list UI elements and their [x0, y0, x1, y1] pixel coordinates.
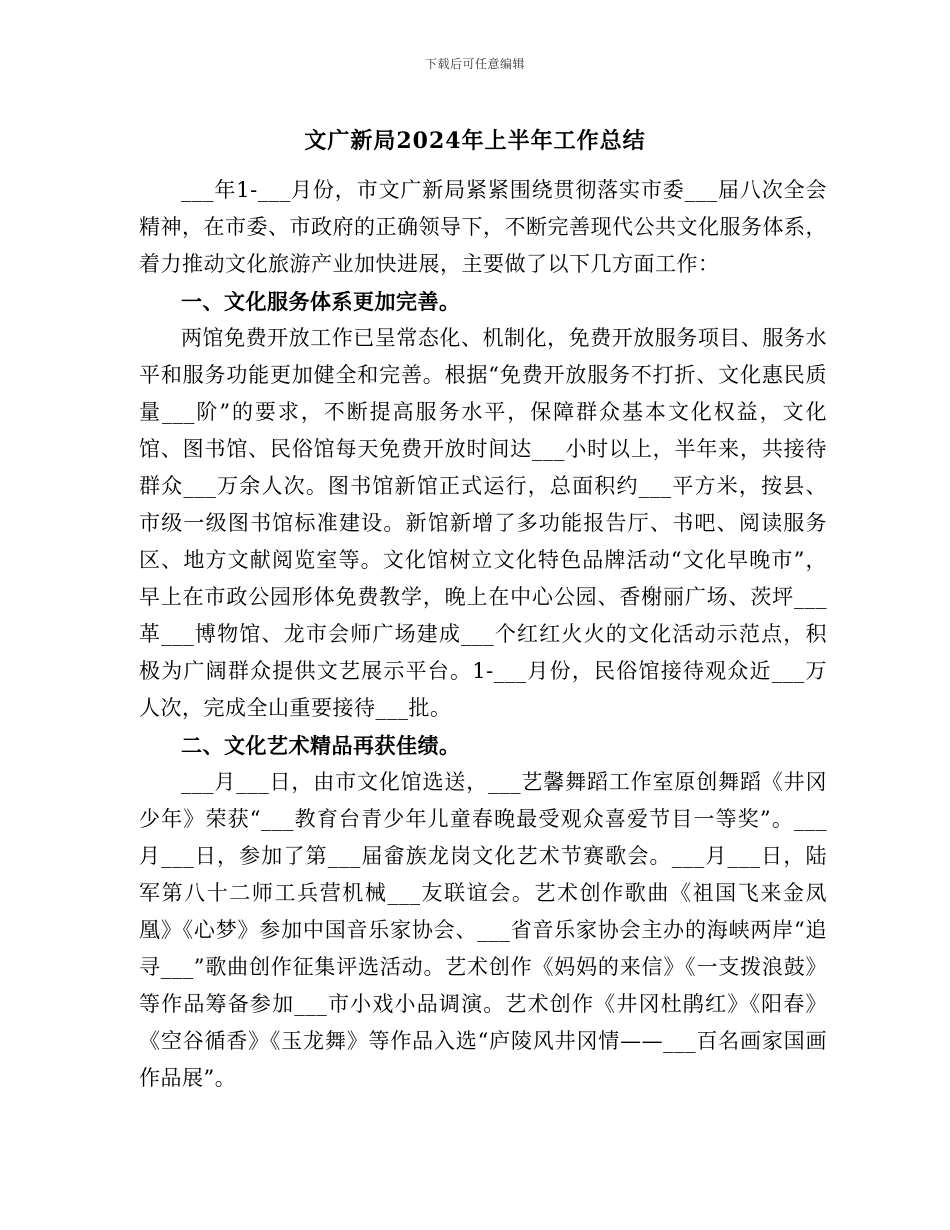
section-1-paragraph: 两馆免费开放工作已呈常态化、机制化，免费开放服务项目、服务水平和服务功能更加健全和完善。根据“免费开放服务不打折、文化惠民质量___阶”的要求，不断提高服务水平，保障群众基本文化权益，文化馆、图书馆、民俗馆每天免费开放时间达___小时以上，半年来，共接待群众___万余人次。图书馆新馆正式运行，总面积约___平方米，按县、市级一级图书馆标准建设。新馆新增了多功能报告厅、书吧、阅读服务区、地方文献阅览室等。文化馆树立文化特色品牌活动“文化早晚市”，早上在市政公园形体免费教学，晚上在中心公园、香榭丽广场、茨坪___革___博物馆、龙市会师广场建成___个红红火火的文化活动示范点，积极为广阔群众提供文艺展示平台。1-___月份，民俗馆接待观众近___万人次，完成全山重要接待___批。 [139, 326, 827, 720]
document-title: 文广新局2024年上半年工作总结 [304, 128, 646, 154]
section-2-paragraph: ___月___日，由市文化馆选送，___艺馨舞蹈工作室原创舞蹈《井冈少年》荣获“___教育台青少年儿童春晚最受观众喜爱节目一等奖”。___月___日，参加了第___届畲族龙岗文化艺术节赛歌会。___月___日，陆军第八十二师工兵营机械___友联谊会。艺术创作歌曲《祖国飞来金凤凰》《心梦》参加中国音乐家协会、___省音乐家协会主办的海峡两岸“追寻___”歌曲创作征集评选活动。艺术创作《妈妈的来信》《一支拨浪鼓》等作品筹备参加___市小戏小品调演。艺术创作《井冈杜鹃红》《阳春》《空谷循香》《玉龙舞》等作品入选“庐陵风井冈情——___百名画家国画作品展”。 [139, 770, 827, 1090]
section-heading-2: 二、文化艺术精品再获佳绩。 [181, 733, 461, 758]
download-note: 下载后可任意编辑 [424, 57, 525, 71]
section-heading-1: 一、文化服务体系更加完善。 [181, 289, 461, 314]
intro-paragraph: ___年1-___月份，市文广新局紧紧围绕贯彻落实市委___届八次全会精神，在市委、市政府的正确领导下，不断完善现代公共文化服务体系，着力推动文化旅游产业加快进展，主要做了以下几方面工作： [139, 178, 827, 276]
document-body [139, 172, 827, 1097]
